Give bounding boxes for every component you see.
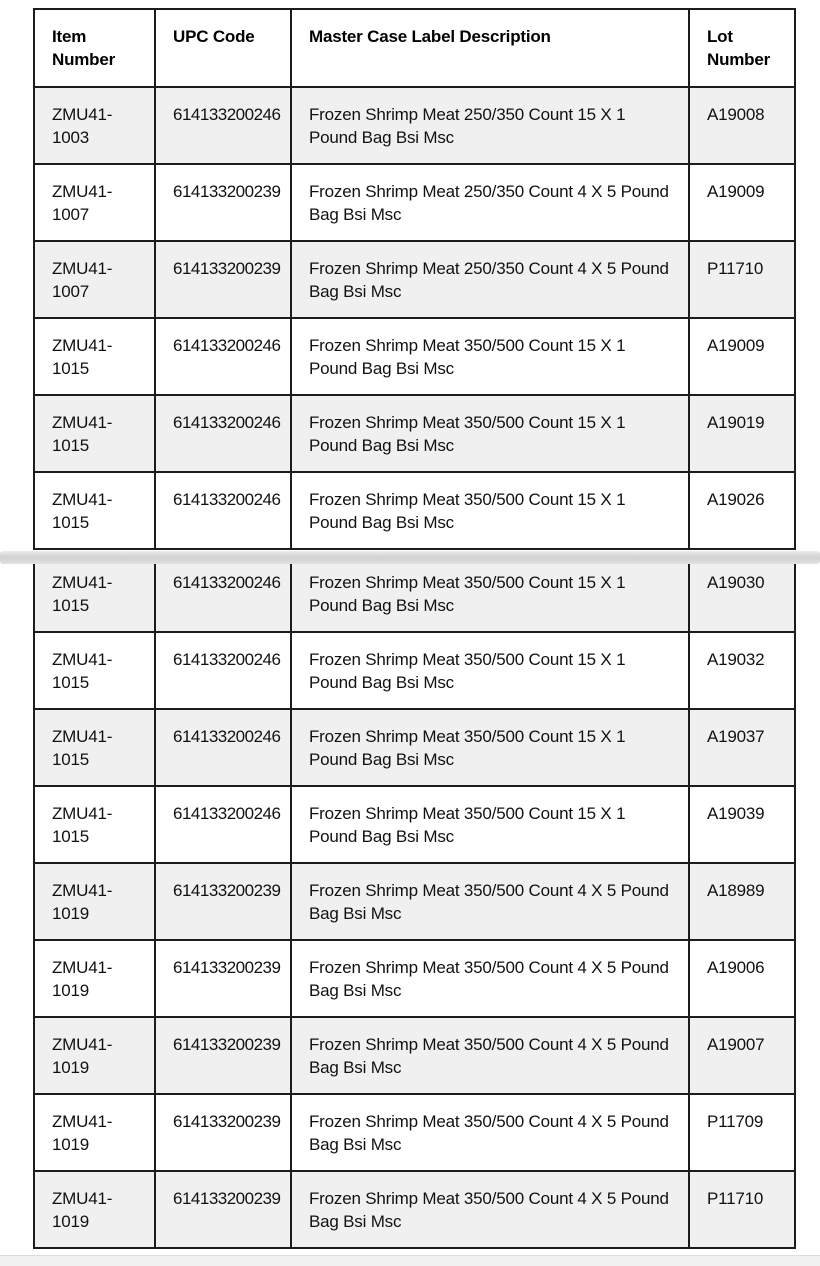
- upc-code-cell: 614133200239: [155, 164, 291, 241]
- upc-code-cell: 614133200239: [155, 1171, 291, 1248]
- description-cell: Frozen Shrimp Meat 350/500 Count 15 X 1 Pound Bag Bsi Msc: [291, 555, 689, 632]
- description-cell: Frozen Shrimp Meat 350/500 Count 15 X 1 Pound Bag Bsi Msc: [291, 632, 689, 709]
- item-number-cell: ZMU41-1007: [34, 241, 155, 318]
- upc-code-cell: 614133200246: [155, 555, 291, 632]
- description-cell: Frozen Shrimp Meat 250/350 Count 15 X 1 Pound Bag Bsi Msc: [291, 87, 689, 164]
- table-row: [34, 395, 795, 472]
- table-row: [34, 709, 795, 786]
- lot-number-cell: A19009: [689, 318, 795, 395]
- lot-number-cell: A19032: [689, 632, 795, 709]
- item-number-cell: ZMU41-1019: [34, 1017, 155, 1094]
- description-cell: Frozen Shrimp Meat 350/500 Count 15 X 1 Pound Bag Bsi Msc: [291, 786, 689, 863]
- item-number-cell: ZMU41-1015: [34, 709, 155, 786]
- upc-code-cell: 614133200246: [155, 87, 291, 164]
- item-number-cell: ZMU41-1015: [34, 318, 155, 395]
- lot-number-cell: A19037: [689, 709, 795, 786]
- upc-code-cell: 614133200239: [155, 1094, 291, 1171]
- description-cell: Frozen Shrimp Meat 350/500 Count 15 X 1 Pound Bag Bsi Msc: [291, 472, 689, 549]
- item-number-cell: ZMU41-1003: [34, 87, 155, 164]
- item-number-cell: ZMU41-1007: [34, 164, 155, 241]
- lot-number-cell: A18989: [689, 863, 795, 940]
- table-row: [34, 87, 795, 164]
- upc-code-cell: 614133200246: [155, 786, 291, 863]
- lot-number-cell: A19030: [689, 555, 795, 632]
- item-number-cell: ZMU41-1015: [34, 555, 155, 632]
- lot-number-cell: P11710: [689, 241, 795, 318]
- table-row: [34, 318, 795, 395]
- upc-code-cell: 614133200239: [155, 863, 291, 940]
- upc-code-cell: 614133200246: [155, 709, 291, 786]
- screenshot-seam-divider: [0, 551, 820, 564]
- description-cell: Frozen Shrimp Meat 250/350 Count 4 X 5 Pound Bag Bsi Msc: [291, 241, 689, 318]
- description-cell: Frozen Shrimp Meat 350/500 Count 4 X 5 Pound Bag Bsi Msc: [291, 1171, 689, 1248]
- bottom-seam-strip: [0, 1255, 820, 1266]
- table-row: [34, 555, 795, 632]
- table-row: [34, 1094, 795, 1171]
- col-header-description: Master Case Label Description: [291, 9, 689, 87]
- lot-number-cell: P11710: [689, 1171, 795, 1248]
- upc-code-cell: 614133200239: [155, 940, 291, 1017]
- lot-number-cell: A19006: [689, 940, 795, 1017]
- table-row: [34, 940, 795, 1017]
- table-row: [34, 1171, 795, 1248]
- table-row: [34, 1017, 795, 1094]
- table-row: [34, 164, 795, 241]
- lot-number-cell: A19008: [689, 87, 795, 164]
- table-row: [34, 472, 795, 549]
- item-number-cell: ZMU41-1015: [34, 786, 155, 863]
- table-header-row: [34, 9, 795, 87]
- description-cell: Frozen Shrimp Meat 350/500 Count 4 X 5 Pound Bag Bsi Msc: [291, 1094, 689, 1171]
- upc-code-cell: 614133200246: [155, 472, 291, 549]
- item-number-cell: ZMU41-1019: [34, 1094, 155, 1171]
- col-header-upc-code: UPC Code: [155, 9, 291, 87]
- description-cell: Frozen Shrimp Meat 350/500 Count 15 X 1 Pound Bag Bsi Msc: [291, 395, 689, 472]
- item-number-cell: ZMU41-1015: [34, 472, 155, 549]
- product-lot-table-upper: [33, 8, 796, 550]
- item-number-cell: ZMU41-1015: [34, 395, 155, 472]
- item-number-cell: ZMU41-1019: [34, 1171, 155, 1248]
- upc-code-cell: 614133200246: [155, 395, 291, 472]
- description-cell: Frozen Shrimp Meat 250/350 Count 4 X 5 Pound Bag Bsi Msc: [291, 164, 689, 241]
- lot-number-cell: P11709: [689, 1094, 795, 1171]
- lot-number-cell: A19009: [689, 164, 795, 241]
- lot-number-cell: A19039: [689, 786, 795, 863]
- item-number-cell: ZMU41-1019: [34, 940, 155, 1017]
- lot-number-cell: A19019: [689, 395, 795, 472]
- description-cell: Frozen Shrimp Meat 350/500 Count 4 X 5 Pound Bag Bsi Msc: [291, 940, 689, 1017]
- upc-code-cell: 614133200246: [155, 632, 291, 709]
- description-cell: Frozen Shrimp Meat 350/500 Count 4 X 5 Pound Bag Bsi Msc: [291, 863, 689, 940]
- col-header-lot-number: Lot Number: [689, 9, 795, 87]
- description-cell: Frozen Shrimp Meat 350/500 Count 15 X 1 Pound Bag Bsi Msc: [291, 318, 689, 395]
- table-row: [34, 863, 795, 940]
- description-cell: Frozen Shrimp Meat 350/500 Count 15 X 1 Pound Bag Bsi Msc: [291, 709, 689, 786]
- table-row: [34, 241, 795, 318]
- item-number-cell: ZMU41-1015: [34, 632, 155, 709]
- table-row: [34, 786, 795, 863]
- upc-code-cell: 614133200239: [155, 1017, 291, 1094]
- product-lot-table-lower: [33, 554, 796, 1249]
- lot-number-cell: A19026: [689, 472, 795, 549]
- upc-code-cell: 614133200246: [155, 318, 291, 395]
- upc-code-cell: 614133200239: [155, 241, 291, 318]
- item-number-cell: ZMU41-1019: [34, 863, 155, 940]
- lot-number-cell: A19007: [689, 1017, 795, 1094]
- col-header-item-number: Item Number: [34, 9, 155, 87]
- description-cell: Frozen Shrimp Meat 350/500 Count 4 X 5 Pound Bag Bsi Msc: [291, 1017, 689, 1094]
- table-row: [34, 632, 795, 709]
